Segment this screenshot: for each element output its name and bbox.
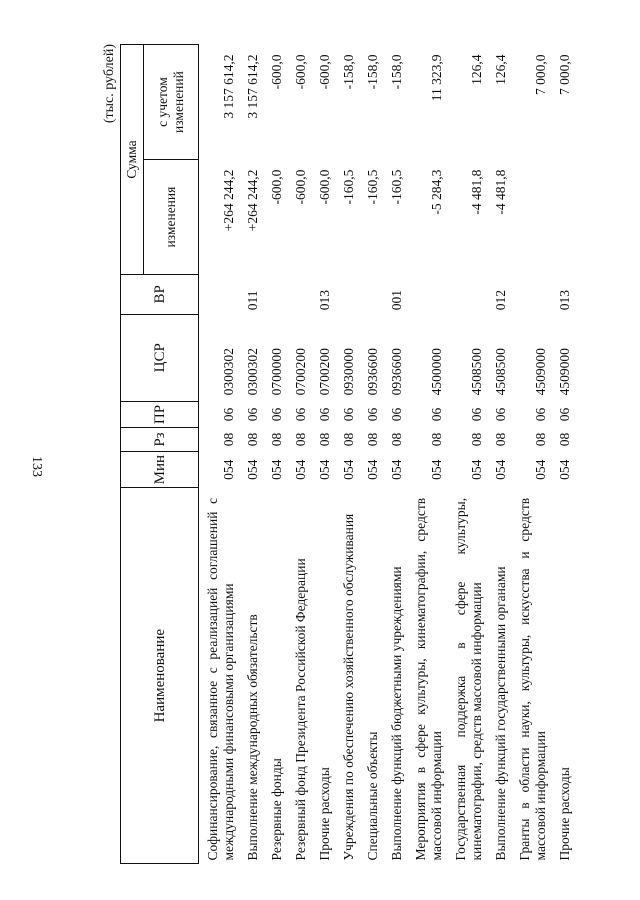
row-vr	[359, 275, 383, 315]
row-vr: 013	[557, 289, 572, 311]
row-rz: 08	[341, 432, 356, 447]
table-body	[199, 45, 576, 864]
row-rz: 08	[365, 432, 380, 447]
row-min: 054	[533, 459, 548, 480]
row-csr: 0936600	[365, 348, 380, 396]
table-row	[263, 45, 287, 864]
row-change: -4 481,8	[493, 169, 508, 215]
row-csr: 4509000	[557, 348, 572, 396]
row-csr: 4508500	[493, 348, 508, 396]
row-pr: 06	[533, 407, 548, 422]
row-change	[511, 160, 551, 275]
header-with-changes: с учетом изменений	[144, 45, 199, 160]
row-total: -600,0	[269, 54, 284, 90]
table-row	[487, 45, 511, 864]
row-rz: 08	[389, 432, 404, 447]
row-change: -600,0	[293, 169, 308, 205]
row-change: -600,0	[317, 169, 332, 205]
row-name: Учреждения по обеспечению хозяйственного обслуживания	[341, 513, 356, 861]
budget-table	[120, 44, 575, 864]
row-vr	[263, 275, 287, 315]
row-min: 054	[429, 459, 444, 480]
table-row	[511, 45, 551, 864]
table-row	[407, 45, 447, 864]
row-rz: 08	[317, 432, 332, 447]
row-vr: 011	[245, 290, 260, 311]
row-pr: 06	[493, 407, 508, 422]
row-vr	[335, 275, 359, 315]
row-name: Софинансирование, связанное с реализацией соглашений с международными финансовыми организациями	[205, 497, 236, 861]
row-min: 054	[317, 459, 332, 480]
row-change: +264 244,2	[245, 169, 260, 232]
row-name: Выполнение функций бюджетными учреждениями	[389, 566, 404, 861]
row-change: -160,5	[365, 169, 380, 205]
row-pr: 06	[429, 407, 444, 422]
units-note: (тыс. рублей)	[102, 44, 117, 124]
table-row	[383, 45, 407, 864]
row-rz: 08	[293, 432, 308, 447]
rotated-page-content	[102, 44, 578, 864]
row-total: -600,0	[317, 54, 332, 90]
row-csr: 0700200	[317, 348, 332, 396]
row-min: 054	[365, 459, 380, 480]
row-pr: 06	[221, 407, 236, 422]
table-row	[551, 45, 575, 864]
header-pr: ПР	[121, 401, 199, 427]
row-name: Гранты в области науки, культуры, искусства и средств массовой информации	[517, 497, 548, 861]
row-name: Мероприятия в сфере культуры, кинематографии, средств массовой информации	[413, 497, 444, 861]
row-min: 054	[221, 459, 236, 480]
header-csr: ЦСР	[121, 314, 199, 401]
row-pr: 06	[365, 407, 380, 422]
row-pr: 06	[317, 407, 332, 422]
row-csr: 0300302	[221, 348, 236, 396]
table-header	[121, 45, 199, 864]
row-total: 126,4	[469, 54, 484, 85]
row-min: 054	[245, 459, 260, 480]
row-vr	[407, 275, 447, 315]
row-min: 054	[269, 459, 284, 480]
table-row	[239, 45, 263, 864]
row-vr: 001	[389, 289, 404, 311]
row-name: Специальные объекты	[365, 731, 380, 861]
row-total: 7 000,0	[533, 54, 548, 95]
row-csr: 0930000	[341, 348, 356, 396]
row-change: -5 284,3	[429, 169, 444, 215]
row-change: -160,5	[341, 169, 356, 205]
row-vr: 012	[493, 289, 508, 311]
row-total: -600,0	[293, 54, 308, 90]
row-name: Прочие расходы	[317, 767, 332, 861]
table-row	[311, 45, 335, 864]
header-sum: Сумма	[121, 45, 144, 275]
row-pr: 06	[389, 407, 404, 422]
row-csr: 0936600	[389, 348, 404, 396]
row-name: Резервные фонды	[269, 758, 284, 861]
row-rz: 08	[557, 432, 572, 447]
row-vr	[199, 275, 240, 315]
row-min: 054	[493, 459, 508, 480]
header-min: Мин	[121, 451, 199, 487]
row-pr: 06	[557, 407, 572, 422]
row-csr: 4500000	[429, 348, 444, 396]
row-rz: 08	[493, 432, 508, 447]
row-change: -4 481,8	[469, 169, 484, 215]
row-name: Государственная поддержка в сфере культуры, кинематографии, средств массовой информации	[453, 497, 484, 861]
row-name: Выполнение функций государственными органами	[493, 566, 508, 861]
row-min: 054	[293, 459, 308, 480]
row-name: Выполнение международных обязательств	[245, 614, 260, 861]
row-csr: 0300302	[245, 348, 260, 396]
row-rz: 08	[245, 432, 260, 447]
header-changes: изменения	[144, 160, 199, 275]
table-row	[447, 45, 487, 864]
row-vr	[287, 275, 311, 315]
row-change	[551, 160, 575, 275]
row-total: 7 000,0	[557, 54, 572, 95]
row-pr: 06	[341, 407, 356, 422]
row-pr: 06	[469, 407, 484, 422]
row-csr: 4508500	[469, 348, 484, 396]
row-total: 3 157 614,2	[245, 54, 260, 119]
row-min: 054	[469, 459, 484, 480]
row-total: 126,4	[493, 54, 508, 85]
table-row	[335, 45, 359, 864]
row-rz: 08	[533, 432, 548, 447]
row-vr	[511, 275, 551, 315]
header-rz: Рз	[121, 428, 199, 452]
row-pr: 06	[245, 407, 260, 422]
table-row	[199, 45, 240, 864]
row-total: -158,0	[365, 54, 380, 90]
row-change: -160,5	[389, 169, 404, 205]
row-rz: 08	[221, 432, 236, 447]
row-change: -600,0	[269, 169, 284, 205]
row-csr: 0700200	[293, 348, 308, 396]
header-vr: ВР	[121, 275, 199, 315]
row-name: Резервный фонд Президента Российской Федерации	[293, 558, 308, 861]
row-rz: 08	[429, 432, 444, 447]
row-csr: 4509000	[533, 348, 548, 396]
row-rz: 08	[269, 432, 284, 447]
row-total: 3 157 614,2	[221, 54, 236, 119]
row-min: 054	[341, 459, 356, 480]
row-min: 054	[557, 459, 572, 480]
row-change: +264 244,2	[221, 169, 236, 232]
row-pr: 06	[293, 407, 308, 422]
row-total: -158,0	[389, 54, 404, 90]
row-total: 11 323,9	[429, 54, 444, 102]
row-vr	[447, 275, 487, 315]
table-row	[287, 45, 311, 864]
table-row	[359, 45, 383, 864]
page-number: 133	[29, 456, 44, 477]
row-pr: 06	[269, 407, 284, 422]
row-min: 054	[389, 459, 404, 480]
header-name: Наименование	[121, 488, 199, 864]
row-vr: 013	[317, 289, 332, 311]
row-name: Прочие расходы	[557, 767, 572, 861]
row-rz: 08	[469, 432, 484, 447]
row-csr: 0700000	[269, 348, 284, 396]
row-total: -158,0	[341, 54, 356, 90]
